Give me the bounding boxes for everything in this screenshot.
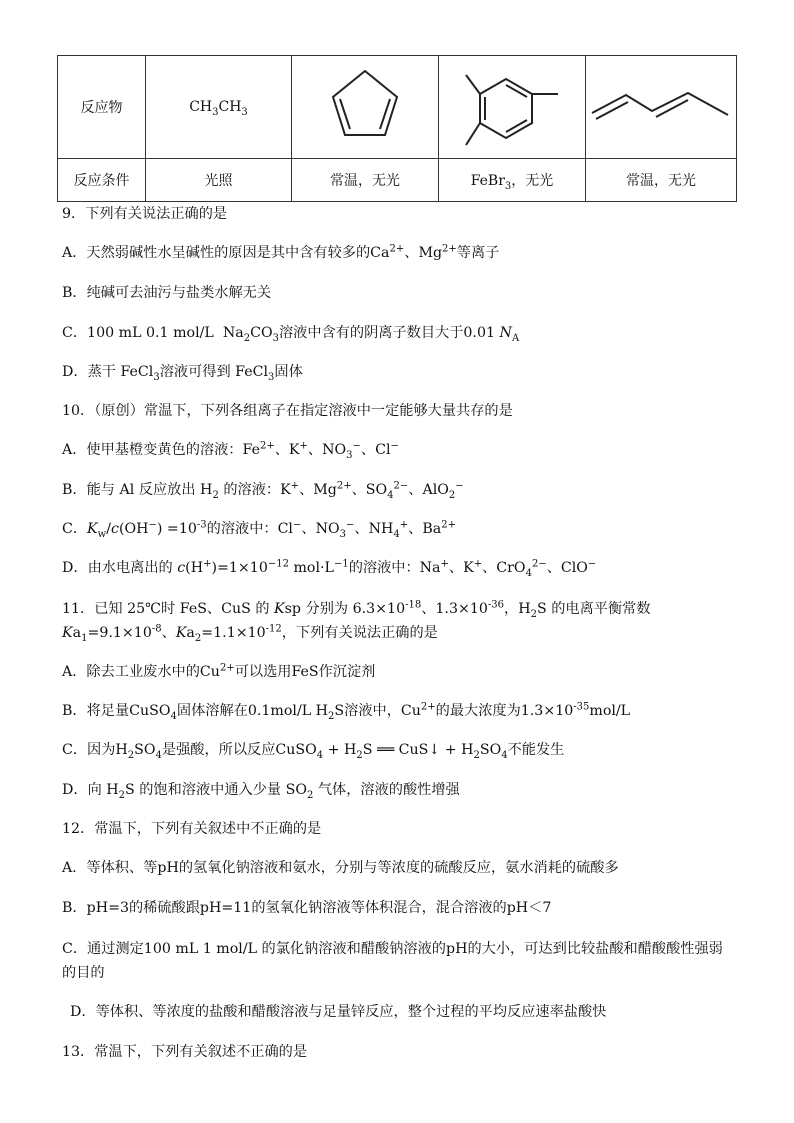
q10-option-a: A．使甲基橙变黄色的溶液：$Fe^{2+}$、K+、$NO_3^-$、Cl− bbox=[62, 440, 399, 461]
q12-option-d: D．等体积、等浓度的盐酸和醋酸溶液与足量锌反应，整个过程的平均反应速率盐酸快 bbox=[70, 1004, 607, 1020]
cyclopentadiene-icon bbox=[325, 63, 405, 147]
hexadiene-icon bbox=[588, 75, 734, 135]
condition-1: 光照 bbox=[146, 159, 292, 202]
q11-option-d: D．向 $H_2S$ 的饱和溶液中通入少量 $SO_2$ 气体，溶液的酸性增强 bbox=[62, 782, 460, 801]
row-label-reactant: 反应物 bbox=[58, 56, 146, 159]
row-label-condition: 反应条件 bbox=[58, 159, 146, 202]
q12-option-b: B．pH=3的稀硫酸跟pH=11的氢氧化钠溶液等体积混合，混合溶液的pH＜7 bbox=[62, 900, 552, 916]
q10-option-d: D．由水电离出的 $c(H^+)=1\times 10^{-12}$ $mol\cdot L^{-1}$的溶液中：Na+、K+、CrO$_4^{2-}$、ClO− bbox=[62, 558, 597, 579]
trimethylbenzene-icon bbox=[452, 57, 572, 153]
q10-option-b: B．能与 Al 反应放出 $H_2$ 的溶液：K+、$Mg^{2+}$、$SO_4^{2-}$、AlO$_2$− bbox=[62, 480, 464, 501]
q11-option-c: C．因为$H_2SO_4$是强酸，所以反应CuSO$_4$ + $H_2S$ ══ CuS↓ + $H_2SO_4$不能发生 bbox=[62, 742, 565, 761]
q11-stem: 11．已知 25℃时 FeS、CuS 的 Ksp 分别为 $6.3\times 10^{-18}$、$1.3\times 10^{-36}$，$H_2S$ 的电离平衡常数 $Ka_1=9.1\times 10^{-8}$、$Ka_2=1.1\times 10^{-12}$，下列有关说法正确的是 bbox=[62, 599, 651, 644]
q10-option-c: C．$K_w/c(OH^-) =10^{-3}$的溶液中：Cl−、$NO_3^-$、$NH_4^+$、$Ba^{2+}$ bbox=[62, 519, 456, 540]
reaction-table bbox=[57, 55, 737, 202]
q12-option-a: A．等体积、等pH的氢氧化钠溶液和氨水，分别与等浓度的硫酸反应，氨水消耗的硫酸多 bbox=[62, 860, 619, 876]
q9-option-b: B．纯碱可去油污与盐类水解无关 bbox=[62, 285, 272, 301]
condition-4: 常温，无光 bbox=[586, 159, 737, 202]
q11-option-b: B．将足量CuSO$_4$固体溶解在0.1mol/L $H_2S$溶液中，$Cu^{2+}$的最大浓度为$1.3\times 10^{-35}mol/L$ bbox=[62, 701, 631, 722]
q11-option-a: A．除去工业废水中的$Cu^{2+}$可以选用FeS作沉淀剂 bbox=[62, 662, 376, 680]
reactant-cyclopentadiene bbox=[292, 56, 439, 159]
reactant-hexadiene bbox=[586, 56, 737, 159]
reactant-trimethylbenzene bbox=[439, 56, 586, 159]
q9-option-d: D．蒸干 FeCl$_3$溶液可得到 FeCl$_3$固体 bbox=[62, 364, 303, 383]
condition-3: FeBr$_3$，无光 bbox=[439, 159, 586, 202]
reactant-ethane: $CH_3CH_3$ bbox=[146, 56, 292, 159]
q13-stem: 13．常温下，下列有关叙述不正确的是 bbox=[62, 1044, 308, 1060]
q9-stem: 9．下列有关说法正确的是 bbox=[62, 206, 228, 222]
q10-stem: 10．（原创）常温下，下列各组离子在指定溶液中一定能够大量共存的是 bbox=[62, 403, 513, 419]
q9-option-c: C．100 mL 0.1 mol/L $Na_2CO_3$溶液中含有的阴离子数目大于0.01 $N_A$ bbox=[62, 325, 520, 344]
q12-stem: 12．常温下，下列有关叙述中不正确的是 bbox=[62, 821, 322, 837]
condition-2: 常温，无光 bbox=[292, 159, 439, 202]
q9-option-a: A．天然弱碱性水呈碱性的原因是其中含有较多的$Ca^{2+}$、$Mg^{2+}$等离子 bbox=[62, 243, 500, 261]
q12-option-c: C．通过测定100 mL 1 mol/L 的氯化钠溶液和醋酸钠溶液的pH的大小，可达到比较盐酸和醋酸酸性强弱的目的 bbox=[62, 941, 723, 981]
